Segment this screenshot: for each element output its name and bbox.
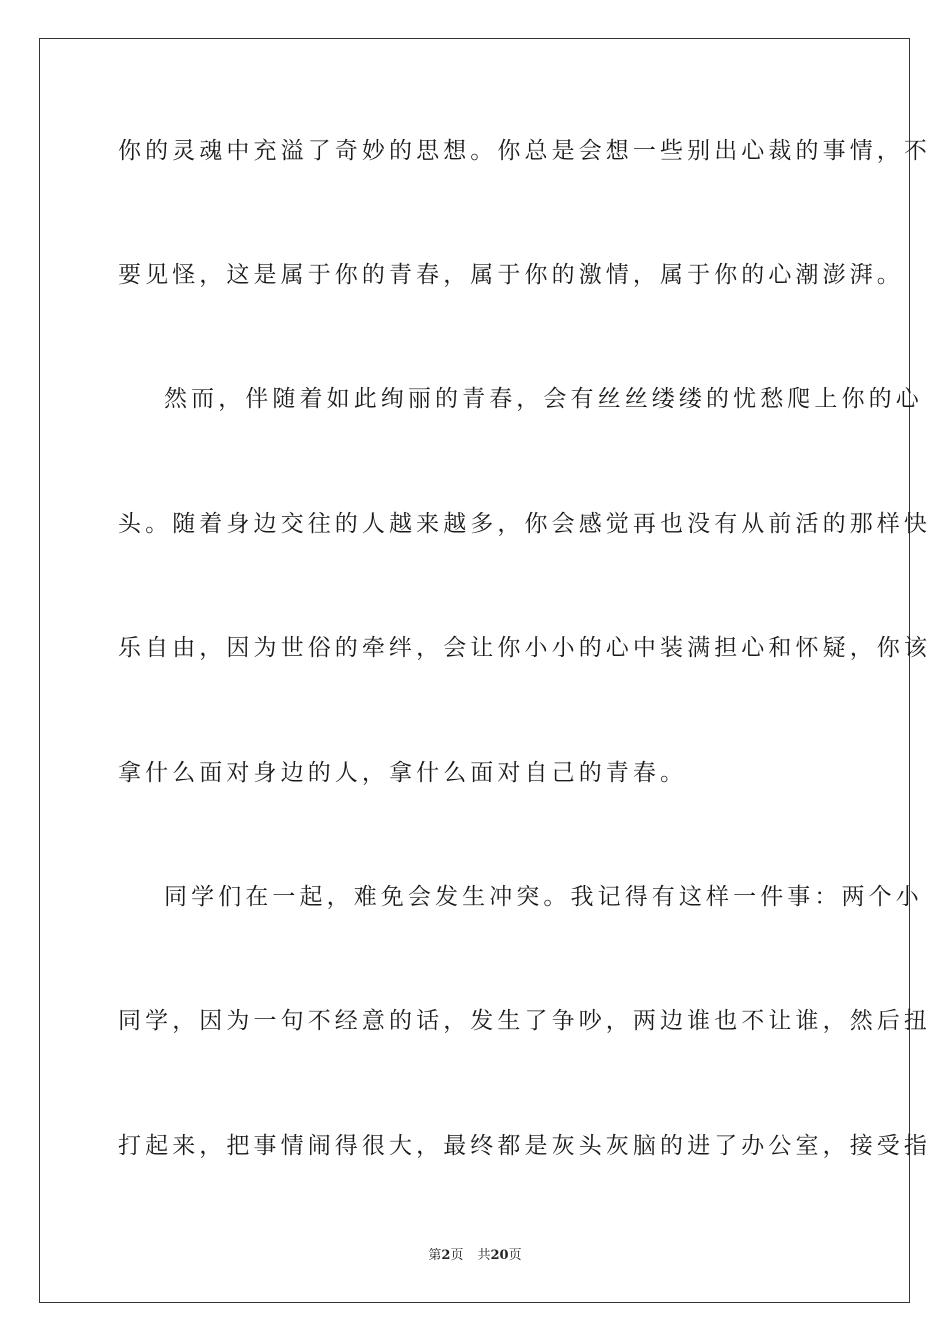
text-line: 你的灵魂中充溢了奇妙的思想。你总是会想一些别出心裁的事情，不 xyxy=(118,138,931,164)
paragraph-start-line: 然而，伴随着如此绚丽的青春，会有丝丝缕缕的忧愁爬上你的心 xyxy=(164,386,923,412)
text-line: 要见怪，这是属于你的青春，属于你的激情，属于你的心潮澎湃。 xyxy=(118,262,904,288)
page-number-indicator xyxy=(428,1248,463,1263)
text-line: 同学，因为一句不经意的话，发生了争吵，两边谁也不让谁，然后扭 xyxy=(118,1008,931,1034)
total-suffix: 页 xyxy=(508,1248,522,1263)
total-pages-indicator xyxy=(477,1248,521,1263)
text-line: 拿什么面对身边的人，拿什么面对自己的青春。 xyxy=(118,760,688,786)
page-border xyxy=(39,38,931,1303)
page-suffix: 页 xyxy=(450,1248,464,1263)
page-prefix: 第 xyxy=(428,1248,442,1263)
text-line: 头。随着身边交往的人越来越多，你会感觉再也没有从前活的那样快 xyxy=(118,511,931,537)
total-prefix: 共 xyxy=(477,1248,491,1263)
total-page-count: 20 xyxy=(490,1248,509,1263)
text-line: 乐自由，因为世俗的牵绊，会让你小小的心中装满担心和怀疑，你该 xyxy=(118,635,931,661)
text-line: 打起来，把事情闹得很大，最终都是灰头灰脑的进了办公室，接受指 xyxy=(118,1133,931,1159)
current-page-number: 2 xyxy=(441,1248,451,1263)
paragraph-start-line: 同学们在一起，难免会发生冲突。我记得有这样一件事：两个小 xyxy=(164,884,923,910)
page-footer xyxy=(0,1247,950,1265)
